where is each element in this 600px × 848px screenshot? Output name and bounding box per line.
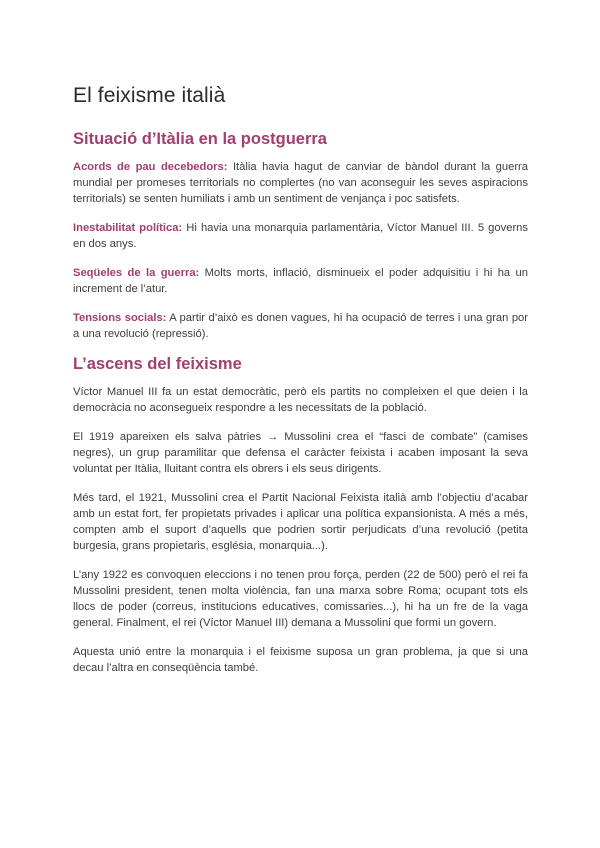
paragraph: L’any 1922 es convoquen eleccions i no tenen prou força, perden (22 de 500) però el rei fa Mussolini president, tenen molta violència, fan una marxa sobre Roma; ocupant tots els llocs de poder (correus, institucions educatives, comissaries...), hi ha un fre de la vaga general. Finalment, el rei (Víctor Manuel III) demana a Mussolini que formi un govern. — [73, 569, 528, 629]
paragraph: El 1919 apareixen els salva pàtries → Mussolini crea el “fasci de combate” (camises negres), un grup paramilitar que defensa el caràcter feixista i acaben imposant la seva voluntat per Itàlia, lluitant contra els obrers i els seus dirigents. — [73, 431, 528, 475]
paragraph: Més tard, el 1921, Mussolini crea el Partit Nacional Feixista italià amb l’objectiu d’acabar amb un estat fort, fer propietats privades i aplicar una política expansionista. A més a més, compten amb el suport d’aquells que podrien sortir perjudicats d’una revolució (petita burgesia, grans propietaris, església, monarquia...). — [73, 492, 528, 552]
document-content — [73, 84, 528, 689]
item-inestabilitat-politica — [73, 220, 528, 252]
item-term: Inestabilitat política: — [73, 222, 183, 234]
item-term: Tensions socials: — [73, 312, 167, 324]
item-tensions-socials — [73, 310, 528, 342]
section-heading-ascens: L’ascens del feixisme — [73, 355, 242, 373]
item-sequeles-guerra — [73, 265, 528, 297]
section-heading-postguerra: Situació d’Itàlia en la postguerra — [73, 130, 327, 148]
item-term: Acords de pau decebedors: — [73, 161, 228, 173]
item-text: A partir d’això es donen vagues, hi ha ocupació de terres i una gran por a una revolució (repressió). — [73, 312, 528, 340]
page-title: El feixisme italià — [73, 84, 226, 107]
item-text: Itàlia havia hagut de canviar de bàndol durant la guerra mundial per promeses territorials no complertes (no van aconseguir les seves aspiracions territorials) se senten humiliats i amb un sentiment de venjança i poc satisfets. — [73, 161, 528, 205]
paragraph: Aquesta unió entre la monarquia i el feixisme suposa un gran problema, ja que si una decau l’altra en conseqüència també. — [73, 646, 528, 674]
item-acords-de-pau — [73, 159, 528, 207]
item-term: Seqüeles de la guerra: — [73, 267, 200, 279]
item-text: Hi havia una monarquia parlamentària, Víctor Manuel III. 5 governs en dos anys. — [73, 222, 528, 250]
paragraph: Víctor Manuel III fa un estat democràtic, però els partits no compleixen el que deien i la democràcia no aconsegueix respondre a les necessitats de la població. — [73, 386, 528, 414]
item-text: Molts morts, inflació, disminueix el poder adquisitiu i hi ha un increment de l’atur. — [73, 267, 528, 295]
